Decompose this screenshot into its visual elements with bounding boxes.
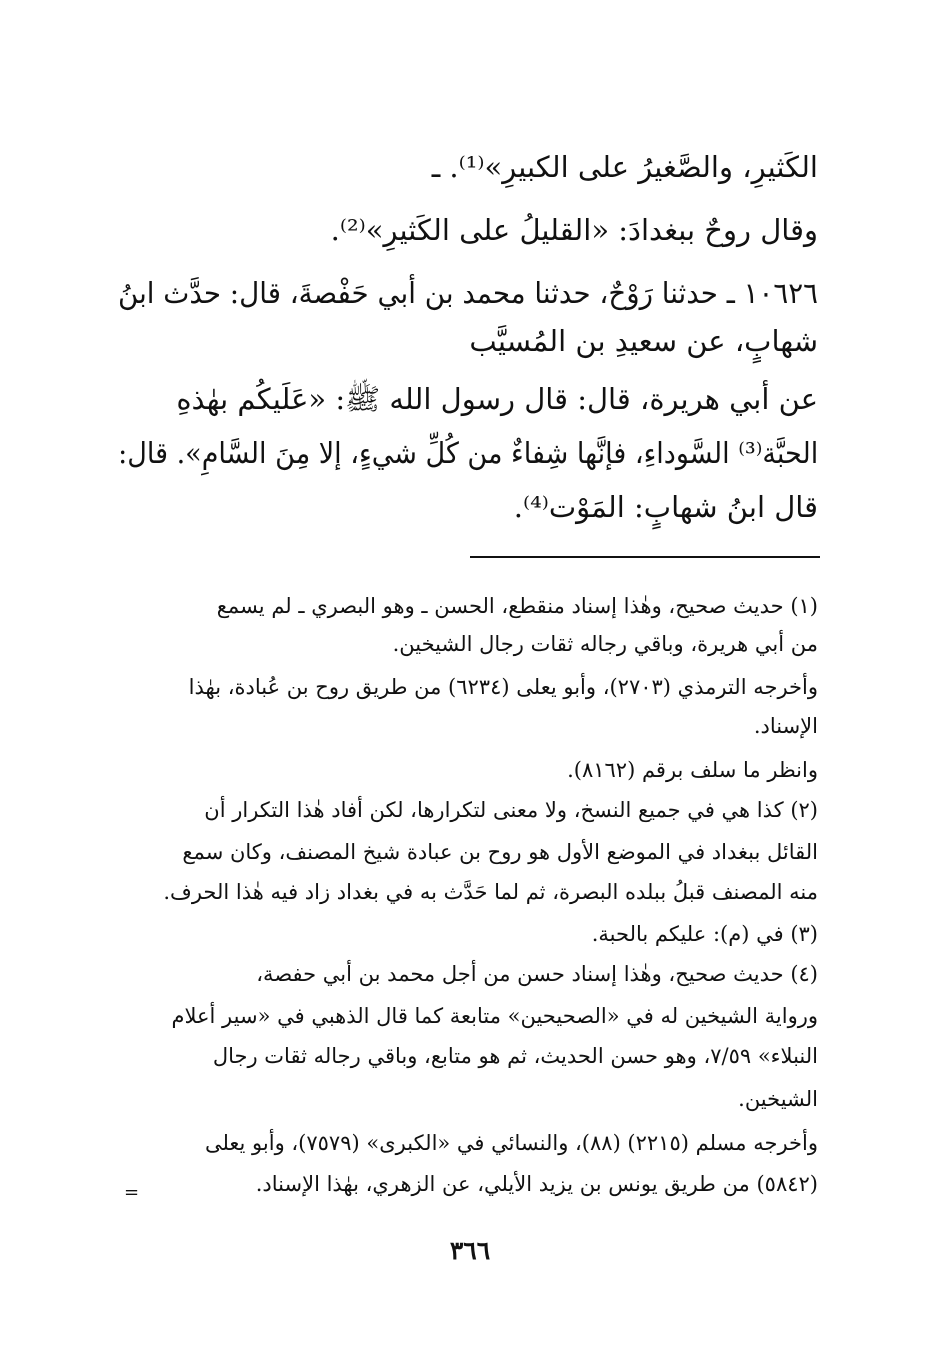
footnote-2-line-1: (٢) كذا هي في جميع النسخ، ولا معنى لتكرارها، لكن أفاد هٰذا التكرار أن bbox=[204, 798, 818, 822]
footnote-1-line-3: وأخرجه الترمذي (٢٧٠٣)، وأبو يعلى (٦٢٣٤) من طريق روح بن عُبادة، بهٰذا bbox=[188, 675, 818, 699]
footnote-1-line-1: (١) حديث صحيح، وهٰذا إسناد منقطع، الحسن ـ وهو البصري ـ لم يسمع bbox=[216, 594, 818, 618]
main-text-line-2: وقال روحٌ ببغدادَ: «القليلُ على الكَثيرِ»⁽²⁾. bbox=[330, 213, 818, 247]
continuation-mark: = bbox=[124, 1182, 140, 1203]
main-text-line-4: شهابٍ، عن سعيدِ بن المُسيَّب bbox=[469, 324, 818, 358]
footnote-3: (٣) في (م): عليكم بالحبة. bbox=[591, 922, 818, 946]
main-text-line-7: قال ابنُ شهابٍ: المَوْت⁽⁴⁾. bbox=[513, 490, 818, 524]
footnote-separator bbox=[470, 556, 820, 558]
hadith-number-line: ١٠٦٢٦ ـ حدثنا رَوْحٌ، حدثنا محمد بن أبي حَفْصةَ، قال: حدَّث ابنُ bbox=[117, 276, 818, 310]
footnote-2-line-2: القائل ببغداد في الموضع الأول هو روح بن عبادة شيخ المصنف، وكان سمع bbox=[182, 840, 818, 864]
footnote-1-line-4: الإسناد. bbox=[753, 714, 818, 738]
footnote-1-line-5: وانظر ما سلف برقم (٨١٦٢). bbox=[567, 758, 818, 782]
page-number: ٣٦٦ bbox=[449, 1236, 491, 1265]
footnote-4-line-5: وأخرجه مسلم (٢٢١٥) (٨٨)، والنسائي في «الكبرى» (٧٥٧٩)، وأبو يعلى bbox=[204, 1131, 818, 1155]
main-text-line-5: عن أبي هريرة، قال: قال رسول الله ﷺ: «عَلَيكُم بهٰذهِ bbox=[176, 382, 818, 416]
main-text-line-6: الحبَّة⁽³⁾ السَّوداءِ، فإنَّها شِفاءٌ من كُلِّ شيءٍ، إلا مِنَ السَّامِ». قال: bbox=[117, 436, 818, 470]
footnote-4-line-3: النبلاء» ٧/٥٩، وهو حسن الحديث، ثم هو متابع، وباقي رجاله ثقات رجال bbox=[212, 1044, 818, 1068]
footnote-4-line-1: (٤) حديث صحيح، وهٰذا إسناد حسن من أجل محمد بن أبي حفصة، bbox=[256, 962, 818, 986]
footnote-2-line-3: منه المصنف قبلُ ببلده البصرة، ثم لما حَدَّث به في بغداد زاد فيه هٰذا الحرف. bbox=[163, 880, 818, 904]
footnote-4-line-6: (٥٨٤٢) من طريق يونس بن يزيد الأيلي، عن الزهري، بهٰذا الإسناد. bbox=[255, 1172, 818, 1196]
footnote-1-line-2: من أبي هريرة، وباقي رجاله ثقات رجال الشيخين. bbox=[392, 632, 818, 656]
footnote-4-line-2: ورواية الشيخين له في «الصحيحين» متابعة كما قال الذهبي في «سير أعلام bbox=[171, 1004, 818, 1028]
footnote-4-line-4: الشيخين. bbox=[738, 1087, 818, 1111]
main-text-line-1: الكَثيرِ، والصَّغيرُ على الكبيرِ»⁽¹⁾. ـ bbox=[431, 150, 818, 184]
